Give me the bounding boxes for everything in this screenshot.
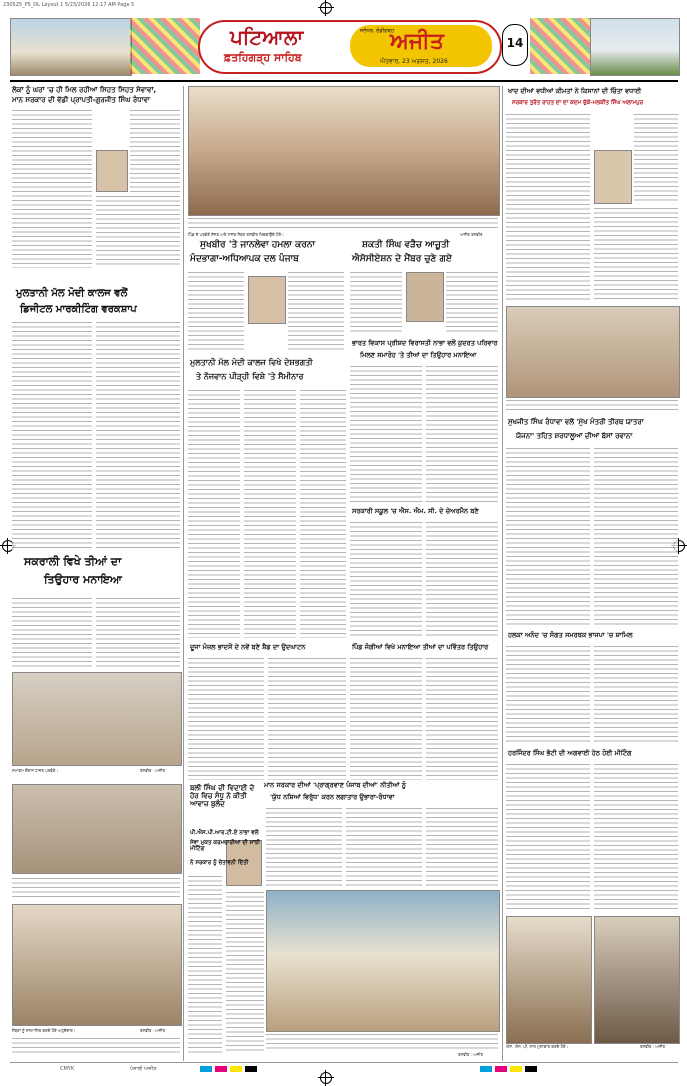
story-8-headline: ਸਰਕਾਰੀ ਸਕੂਲ 'ਚ ਐਸ. ਐਮ. ਸੀ. ਦੇ ਚੇਅਰਮੈਨ ਬਣੇ bbox=[352, 507, 479, 515]
story-17-body-col1 bbox=[188, 874, 222, 1054]
paper-title: ਅਜੀਤ bbox=[390, 29, 444, 54]
officers-caption-credit: ਤਸਵੀਰ : ਅਜੀਤ bbox=[640, 1044, 666, 1049]
story-4-portrait bbox=[248, 276, 286, 324]
story-6-headline: ਮੁਲਤਾਨੀ ਮੱਲ ਮੋਦੀ ਕਾਲਜ ਵਿਖੇ ਦੇਸ਼ਭਗਤੀ bbox=[190, 358, 313, 367]
swatch-cyan-2 bbox=[480, 1066, 492, 1072]
story-8-body-col1 bbox=[350, 520, 422, 638]
story-14-headline: ਸੁਖਜੀਤ ਸਿੰਘ ਰੰਧਾਵਾ ਵਲੋਂ 'ਮੁੱਖ ਮੰਤਰੀ ਤੀਰਥ ਯਾਤਰਾ bbox=[508, 418, 644, 426]
officer-photo-left bbox=[506, 916, 592, 1044]
color-bar-right bbox=[480, 1066, 537, 1072]
story-3-subhead: ਤਿਉਹਾਰ ਮਨਾਇਆ bbox=[44, 573, 122, 586]
officer-photo-right bbox=[594, 916, 680, 1044]
story-9-body-col1 bbox=[188, 656, 264, 780]
story-3-caption-credit: ਤਸਵੀਰ : ਅਜੀਤ bbox=[140, 768, 166, 773]
swatch-black bbox=[245, 1066, 257, 1072]
pilgrimage-photo bbox=[506, 306, 680, 398]
center-bottom-caption-lines bbox=[266, 1032, 498, 1050]
story-11-body-col1 bbox=[266, 806, 342, 886]
story-10-headline: ਪਿੰਡ ਜੰਗੀਆਂ ਵਿਖੇ ਮਨਾਇਆ ਤੀਆਂ ਦਾ ਪਵਿੱਤਰ ਤਿਉਹਾਰ bbox=[352, 643, 489, 651]
story-6-subhead: ਤੇ ਨੌਜਵਾਨ ਪੀੜ੍ਹੀ ਵਿਸ਼ੇ 'ਤੇ ਸੈਮੀਨਾਰ bbox=[196, 372, 304, 381]
story-3-body-col2 bbox=[96, 596, 180, 668]
story-14-body-col1 bbox=[506, 446, 590, 626]
group-photo-caption: ਪਿੰਡ ਦੇ ਪਤਵੰਤੇ ਸੱਜਣ ਅਤੇ ਹਾਜ਼ਰ ਮੈਂਬਰ ਤਸਵੀਰ ਖਿਚਵਾਉਂਦੇ ਹੋਏ। bbox=[188, 232, 284, 237]
story-3-caption: ਸਮਾਗਮ ਦੌਰਾਨ ਹਾਜ਼ਰ ਪਤਵੰਤੇ। bbox=[12, 768, 59, 773]
center-bottom-caption-credit: ਤਸਵੀਰ : ਅਜੀਤ bbox=[458, 1052, 484, 1057]
masthead-rule bbox=[10, 80, 678, 82]
story-1-body-col1 bbox=[12, 108, 92, 268]
story-13-portrait bbox=[594, 150, 632, 204]
column-rule-2 bbox=[502, 86, 503, 1061]
officers-caption: ਐਸ. ਐਸ. ਪੀ. ਨਾਲ ਮੁਲਾਕਾਤ ਕਰਦੇ ਹੋਏ। bbox=[506, 1044, 569, 1049]
story-17-body-col2 bbox=[226, 890, 264, 1054]
heritage-building-photo bbox=[10, 18, 132, 76]
story-16-headline: ਹਰਜਿੰਦਰ ਸਿੰਘ ਭੱਟੀ ਦੀ ਅਗਵਾਈ ਹੇਠ ਹੋਈ ਮੀਟਿੰਗ bbox=[508, 749, 632, 757]
story-7-body-col2 bbox=[426, 364, 498, 504]
story-2-headline: ਮੁਲਤਾਨੀ ਮੱਲ ਮੋਦੀ ਕਾਲਜ ਵਲੋਂ bbox=[16, 288, 128, 299]
gurudwara-photo bbox=[590, 18, 680, 76]
story-13-subhead: ਸਰਕਾਰ ਤੁਰੰਤ ਰਾਹਤ ਦਾ ਦਾ ਕਦਮ ਚੁੱਕੇ-ਮਲਕੀਤ ਸਿੰਘ ਅਲਾਮਪੁਰ bbox=[512, 100, 644, 106]
story-13-body-col1 bbox=[506, 112, 590, 302]
felicitation-caption-credit: ਤਸਵੀਰ : ਅਜੀਤ bbox=[140, 1028, 166, 1033]
story-5-subhead: ਐਸੋਸੀਏਸ਼ਨ ਦੇ ਮੈਂਬਰ ਚੁਣੇ ਗਏ bbox=[352, 254, 452, 264]
meeting-photo bbox=[12, 784, 182, 874]
story-10-body-col2 bbox=[426, 656, 498, 780]
city-title: ਪਟਿਆਲਾ bbox=[230, 25, 304, 49]
group-photo-caption-lines bbox=[188, 216, 498, 230]
story-2-subhead: ਡਿਜੀਟਲ ਮਾਰਕੀਟਿੰਗ ਵਰਕਸ਼ਾਪ bbox=[20, 304, 137, 315]
color-bar bbox=[200, 1066, 257, 1072]
story-15-headline: ਹਲਕਾ ਅਨੰਦ 'ਚ ਸੰਗਤ ਸਮਰਥਕ ਭਾਜਪਾ 'ਚ ਸ਼ਾਮਿਲ bbox=[508, 631, 633, 639]
meeting-photo-caption-lines bbox=[12, 876, 180, 898]
story-11-headline: ਮਾਨ ਸਰਕਾਰ ਦੀਆਂ 'ਪ੍ਰਾਗ੍ਰਵਾਣ ਪੰਜਾਬ ਦੀਆਂ' ਨੀਤੀਆਂ ਨੂੰ bbox=[264, 781, 407, 789]
story-2-body-col1 bbox=[12, 320, 92, 550]
column-rule-1 bbox=[183, 86, 184, 1061]
story-11-body-col2 bbox=[346, 806, 422, 886]
edition-text: ਜਲੰਧਰ, ਚੰਡੀਗੜ੍ਹ bbox=[360, 28, 395, 34]
story-1-body-col2 bbox=[96, 194, 180, 268]
print-slug: 230525_P5_DL Layout 1 5/23/2026 12:17 AM Page 5 bbox=[3, 2, 135, 8]
story-5-portrait bbox=[406, 272, 444, 322]
story-1-portrait bbox=[96, 150, 128, 192]
story-1-body-col3 bbox=[130, 108, 180, 192]
subcity-title: ਫ਼ਤਹਿਗੜ੍ਹ ਸਾਹਿਬ bbox=[224, 51, 302, 64]
story-7-subhead: ਮਿਲਣ ਸਮਾਰੋਹ 'ਤੇ ਤੀਆਂ ਦਾ ਤਿਉਹਾਰ ਮਨਾਇਆ bbox=[360, 351, 477, 359]
group-photo-credit: ਅਜੀਤ ਤਸਵੀਰ bbox=[460, 232, 483, 237]
story-16-body-col1 bbox=[506, 762, 590, 912]
story-3-headline: ਸਕਰਾਲੀ ਵਿਖੇ ਤੀਆਂ ਦਾ bbox=[24, 555, 122, 568]
swatch-magenta bbox=[215, 1066, 227, 1072]
story-1-subhead: ਮਾਨ ਸਰਕਾਰ ਦੀ ਵੱਡੀ ਪ੍ਰਾਪਤੀ-ਗੁਰਜੀਤ ਸਿੰਘ ਰੰਧਾਵਾ bbox=[12, 96, 150, 104]
story-15-body-col2 bbox=[594, 644, 678, 744]
story-11-body-col3 bbox=[426, 806, 498, 886]
registration-mark-top bbox=[320, 2, 332, 14]
story-7-body-col1 bbox=[350, 364, 422, 504]
swatch-yellow-2 bbox=[510, 1066, 522, 1072]
pilgrimage-caption-lines bbox=[506, 398, 678, 412]
story-6-body-col2 bbox=[244, 388, 296, 638]
story-3-body-col1 bbox=[12, 596, 92, 668]
story-3-photo bbox=[12, 672, 182, 766]
story-5-body-col1 bbox=[350, 270, 402, 334]
center-bottom-photo bbox=[266, 890, 500, 1032]
group-photo-top bbox=[188, 86, 500, 216]
story-11-subhead: 'ਯੁੱਧ ਨਸ਼ਿਆਂ ਵਿਰੁੱਧ' ਕਰਨ ਲਗਾਤਾਰ ਉਭਾਰਾ-ਰੰਧਾਵਾ bbox=[270, 793, 395, 801]
page-number-box bbox=[502, 24, 528, 66]
felicitation-caption: ਮੈਂਬਰਾਂ ਨੂੰ ਸਨਮਾਨਿਤ ਕਰਦੇ ਹੋਏ ਅਹੁਦੇਦਾਰ। bbox=[12, 1028, 76, 1033]
story-7-headline: ਭਾਰਤ ਵਿਕਾਸ ਪ੍ਰੀਸ਼ਦ ਵਿਰਾਸਤੀ ਨਾਭਾ ਵਲੋਂ ਕੁਦਰਤ ਪਰਿਵਾਰ bbox=[352, 339, 498, 347]
story-4-body-col1 bbox=[188, 270, 244, 352]
story-17-headline: ਪੀ.ਐਸ.ਪੀ.ਆਰ.ਟੀ.ਏ ਨਾਭਾ ਵਲੋਂ bbox=[190, 830, 259, 836]
issue-date: ਐਤਵਾਰ, 23 ਅਗਸਤ, 2026 bbox=[380, 58, 448, 65]
decorative-pattern-right bbox=[530, 18, 590, 74]
masthead bbox=[10, 14, 678, 76]
story-17-subhead: ਸੇਵਾ ਮੁਕਤ ਕਰਮਚਾਰੀਆਂ ਦੀ ਸਾਂਝੀ ਮੀਟਿੰਗ bbox=[190, 840, 260, 853]
story-13-body-col3 bbox=[634, 112, 678, 202]
story-17-subhead-2: ਨੇ ਸਰਕਾਰ ਨੂੰ ਚੇਤਾਵਨੀ ਦਿੱਤੀ bbox=[190, 860, 249, 866]
story-4-headline: ਸੁਖਬੀਰ 'ਤੇ ਜਾਨਲੇਵਾ ਹਮਲਾ ਕਰਨਾ bbox=[200, 240, 316, 250]
story-14-body-col2 bbox=[594, 446, 678, 626]
story-4-body-col2 bbox=[288, 270, 344, 352]
story-9-headline: ਦੂਜਾ ਮੰਜ਼ਲ ਭਾਦਸੋਂ ਦੇ ਨਵੇਂ ਬਣੇ ਸ਼ੈਡ ਦਾ ਉਦਘਾਟਨ bbox=[190, 643, 306, 651]
story-5-headline: ਸ਼ਕਤੀ ਸਿੰਘ ਵੜੈਚ ਆਜ਼ੂਤੀ bbox=[362, 240, 450, 250]
swatch-black-2 bbox=[525, 1066, 537, 1072]
swatch-magenta-2 bbox=[495, 1066, 507, 1072]
story-10-body-col1 bbox=[350, 656, 422, 780]
page-number: 14 bbox=[506, 36, 524, 50]
story-5-body-col2 bbox=[446, 270, 498, 334]
paper-name-box bbox=[350, 25, 492, 67]
story-6-body-col1 bbox=[188, 388, 240, 638]
swatch-yellow bbox=[230, 1066, 242, 1072]
decorative-pattern-left bbox=[130, 18, 200, 74]
story-8-body-col2 bbox=[426, 520, 498, 638]
story-14-subhead: ਯੋਜਨਾ' ਤਹਿਤ ਸ਼ਰਧਾਲੂਆਂ ਦੀਆਂ ਬੱਸਾਂ ਰਵਾਨਾ bbox=[516, 432, 633, 440]
felicitation-caption-lines bbox=[12, 1036, 180, 1054]
footer-cmyk: CMYK bbox=[60, 1066, 75, 1072]
story-12-headline: ਬਲੀ ਸਿੰਘ ਦੀ ਵਿਦਾਈ ਦੇ ਹੋਰ ਵਿਚ ਸੰਧੂ ਨੇ ਕੀਤੀ ਆਵਾਜ਼ ਬੁਲੰਦ bbox=[190, 784, 255, 809]
story-9-body-col2 bbox=[268, 656, 346, 780]
story-1-headline: ਲੋਕਾਂ ਨੂੰ ਘਰਾਂ 'ਚ ਹੀ ਮਿਲ ਰਹੀਆਂ ਸਿਹਤ ਸਿਹਤ ਸੇਵਾਵਾਂ, bbox=[12, 86, 157, 94]
swatch-cyan bbox=[200, 1066, 212, 1072]
footer-rule bbox=[10, 1062, 678, 1063]
registration-mark-bottom bbox=[320, 1072, 332, 1084]
story-16-body-col2 bbox=[594, 762, 678, 912]
story-15-body-col1 bbox=[506, 644, 590, 744]
masthead-banner bbox=[198, 20, 502, 74]
story-2-body-col2 bbox=[96, 320, 180, 550]
story-13-headline: ਖਾਦ ਦੀਆਂ ਵਧੀਆਂ ਕੀਮਤਾਂ ਨੇ ਕਿਸਾਨਾਂ ਦੀ ਚਿੰਤਾ ਵਧਾਈ bbox=[508, 87, 642, 95]
footer-paper-name: ਪੰਜਾਬੀ ਅਜੀਤ bbox=[130, 1066, 157, 1072]
story-6-body-col3 bbox=[300, 388, 346, 638]
felicitation-photo bbox=[12, 904, 182, 1026]
story-13-body-col2 bbox=[594, 206, 678, 302]
story-4-subhead: ਮੰਦਭਾਗਾ-ਅਧਿਆਪਕ ਦਲ ਪੰਜਾਬ bbox=[190, 254, 299, 264]
